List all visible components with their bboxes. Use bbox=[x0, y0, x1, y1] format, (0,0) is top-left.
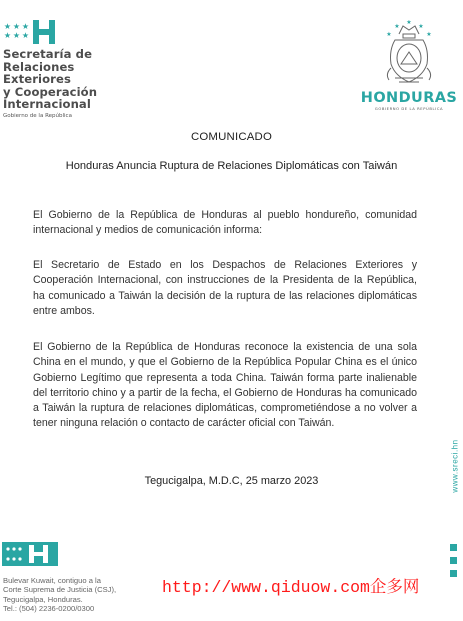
ministry-subline: Gobierno de la República bbox=[3, 112, 72, 119]
stars-icon: ★ ★ ★ ★ ★ ★ bbox=[3, 22, 30, 40]
document-title: Honduras Anuncia Ruptura de Relaciones Diplomáticas con Taiwán bbox=[65, 160, 398, 172]
document-heading: COMUNICADO bbox=[190, 131, 273, 143]
side-url[interactable]: www.sreci.hn bbox=[450, 439, 460, 493]
svg-text:★: ★ bbox=[418, 23, 424, 30]
ministry-logo bbox=[3, 20, 113, 119]
footer-logo bbox=[2, 542, 58, 566]
paragraph-announcement: El Secretario de Estado en los Despachos de Relaciones Exteriores y Cooperación Internacional, con instrucciones de la Presidenta de la República, ha comunicado a Taiwán la decisión de la ruptura de las relaciones diplomáticas entre ambos. bbox=[33, 259, 417, 317]
place-date: Tegucigalpa, M.D.C, 25 marzo 2023 bbox=[144, 475, 319, 487]
side-squares-decoration bbox=[450, 544, 460, 583]
ministry-logo-mark bbox=[3, 20, 113, 48]
svg-text:★: ★ bbox=[394, 23, 400, 30]
honduras-logo bbox=[356, 20, 462, 111]
footer-h-logo-icon bbox=[2, 542, 58, 566]
coat-of-arms-icon bbox=[377, 20, 441, 90]
paragraph-intro: El Gobierno de la República de Honduras al pueblo hondureño, comunidad internacional y medios de comunicación informa: bbox=[33, 209, 417, 237]
honduras-brand: HONDURAS bbox=[360, 90, 458, 106]
ministry-name: Secretaría de Relaciones Exteriores y Cooperación Internacional bbox=[3, 47, 98, 112]
address: Bulevar Kuwait, contiguo a la Corte Suprema de Justicia (CSJ), Tegucigalpa, Honduras. Tel.: (504) 2236-0200/0300 bbox=[3, 576, 117, 614]
h-letter-icon bbox=[33, 20, 55, 44]
svg-text:★: ★ bbox=[386, 31, 392, 38]
honduras-tagline: GOBIERNO DE LA REPÚBLICA bbox=[374, 107, 444, 111]
svg-text:★: ★ bbox=[406, 20, 412, 26]
watermark: http://www.qiduow.com企多网 bbox=[162, 578, 420, 597]
paragraph-one-china: El Gobierno de la República de Honduras reconoce la existencia de una sola China en el mundo, y que el Gobierno de la República Popular China es el único Gobierno Legítimo que representa a toda China. Taiwán forma parte inalienable del territorio chino y a partir de la fecha, el Gobierno de Honduras ha comunicado a Taiwán la ruptura de relaciones diplomáticas, comprometiéndose a no volver a tener ninguna relación o contacto de carácter oficial con Taiwán. bbox=[33, 341, 417, 430]
svg-text:★: ★ bbox=[426, 31, 432, 38]
